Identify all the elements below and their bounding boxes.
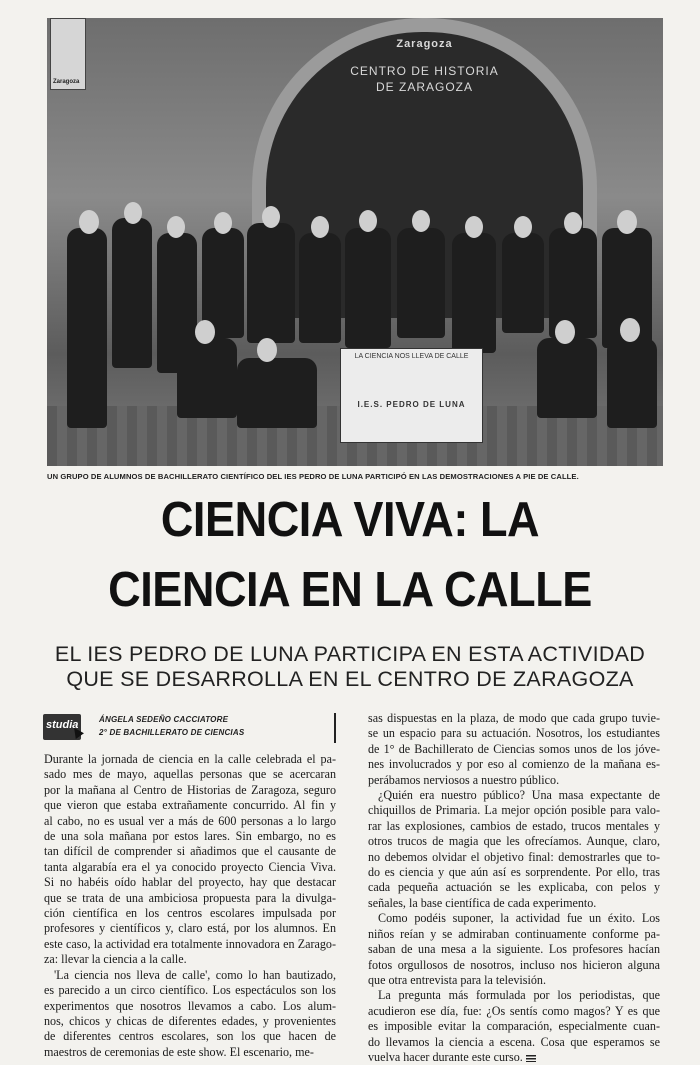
text-line: al cabo, no es usual ver a más de 600 personas a lo largo	[44, 813, 336, 828]
text-line: La pregunta más formulada por los periodistas, que	[378, 988, 660, 1003]
paragraph	[368, 988, 660, 1065]
text-line: de 1° de Bachillerato de Ciencias somos unos de los jóve-	[368, 741, 660, 756]
text-line: de diferentes centros escolares, son los que hacen de	[44, 1029, 336, 1044]
text-line: señales, la base científica de cada experimento.	[368, 895, 597, 910]
arch-brand: Zaragoza	[396, 38, 453, 50]
photo-caption: UN GRUPO DE ALUMNOS DE BACHILLERATO CIENTÍFICO DEL IES PEDRO DE LUNA PARTICIPÓ EN LAS DEMOSTRACIONES A PIE DE CALLE.	[47, 472, 579, 481]
section-badge: studia	[43, 714, 81, 740]
paragraph	[44, 752, 336, 968]
text-line: es parecido a un circo científico. Los espectáculos son los	[44, 983, 336, 998]
text-line: chiquillos de Primaria. La mejor opción posible para valo-	[368, 803, 660, 818]
text-line: tan difícil de comprender si añadimos que el causante de	[44, 844, 336, 859]
text-line: vuelva hacer durante este curso.	[368, 1050, 660, 1065]
banner-sign	[340, 348, 483, 443]
article-column-left	[44, 752, 336, 1060]
paragraph	[44, 968, 336, 1060]
author-role: 2° DE BACHILLERATO DE CIENCIAS	[99, 728, 245, 737]
banner-line-1: LA CIENCIA NOS LLEVA DE CALLE	[354, 353, 469, 360]
subhead-line-2: QUE SE DESARROLLA EN EL CENTRO DE ZARAGOZA	[66, 667, 634, 691]
paragraph	[368, 911, 660, 988]
byline-divider	[334, 713, 336, 743]
text-line: ¿Quién era nuestro público? Una masa expectante de	[378, 788, 660, 803]
subhead-line-1: EL IES PEDRO DE LUNA PARTICIPA EN ESTA ACTIVIDAD	[54, 642, 646, 666]
wall-sign-label: Zaragoza	[53, 79, 80, 85]
article-photo	[47, 18, 663, 466]
text-line: Como podéis suponer, la actividad fue un éxito. Los	[378, 911, 660, 926]
banner-line-2: I.E.S. PEDRO DE LUNA	[357, 400, 466, 409]
text-line: Durante la jornada de ciencia en la calle celebrada el pa-	[44, 752, 336, 766]
text-line: que se trata de una ambiciosa propuesta para la divulga-	[44, 890, 336, 905]
text-line: otros trucos de magia que les ofrecíamos. Aunque, claro,	[368, 834, 660, 849]
author-name: ÁNGELA SEDEÑO CACCIATORE	[99, 715, 229, 724]
text-line: maestros de ceremonias de este show. El escenario, me-	[44, 1044, 314, 1059]
text-line: no debemos olvidar el objetivo final: demostrarles que to-	[368, 849, 660, 864]
arch-sign-line-1: CENTRO DE HISTORIA	[350, 64, 499, 78]
text-line: rar las explosiones, cambios de estado, trucos mentales y	[368, 818, 660, 833]
text-line: za: llevar la ciencia a la calle.	[44, 952, 187, 967]
headline-line-2: CIENCIA EN LA CALLE	[108, 563, 592, 617]
wall-sign	[50, 18, 86, 90]
text-line: sado mes de mayo, aquellas personas que se acercaran	[44, 767, 336, 782]
text-line: do llevamos la ciencia a escena. Cosa que esperamos se	[368, 1034, 660, 1049]
text-line: profesores y científicos y, claro está, por los alumnos. En	[44, 921, 336, 936]
text-line: acudieron ese día, fue: ¿Os sentís como magos? Y es que	[368, 1003, 660, 1018]
text-line: que vieron que estaba extrañamente concurrido. Al fin y	[44, 798, 336, 813]
text-line: ción científica en los centros escolares impulsada por	[44, 906, 336, 921]
text-line: que otra entrevista para la televisión.	[368, 972, 546, 987]
text-line: por la mañana al Centro de Historias de Zaragoza, seguro	[44, 782, 336, 797]
text-line: tanta algarabía era el ya conocido proyecto Ciencia Viva.	[44, 859, 336, 874]
article-column-right	[368, 711, 660, 1065]
text-line: Si no habéis oído hablar del proyecto, hay que destacar	[44, 875, 336, 890]
text-line: do es ciencia y que aún así es sorprendente. Por ello, tras	[368, 865, 660, 880]
text-line: cada pequeña actuación se les explicaba, con pelos y	[368, 880, 660, 895]
text-line: fotos orgullosos de nosotros, incluso nos hicieron alguna	[368, 957, 660, 972]
text-line: perábamos nerviosos a nuestro público.	[368, 772, 560, 787]
arch-sign-line-2: DE ZARAGOZA	[375, 80, 473, 94]
text-line: nos, chicos y chicas de diferentes edades, y provenientes	[44, 1013, 336, 1028]
text-line: de una sola mañana por estos lares. Sin embargo, no es	[44, 829, 336, 844]
text-line: saban de una mesa a la siguiente. Los profesores hacían	[368, 942, 660, 957]
text-line: niños reían y se admiraban continuamente conforme pa-	[368, 926, 660, 941]
text-line: se un espacio para su actuación. Nosotros, los estudiantes	[368, 726, 660, 741]
text-line: 'La ciencia nos lleva de calle', como lo han bautizado,	[54, 967, 336, 982]
text-line: sas dispuestas en la plaza, de modo que cada grupo tuvie-	[368, 711, 660, 725]
text-line: es imposible evitar la comparación, especialmente cuan-	[368, 1019, 660, 1034]
text-line: nes involucrados y por eso al comienzo de la mañana es-	[368, 757, 660, 772]
end-of-article-icon	[526, 1055, 536, 1062]
paragraph	[368, 788, 660, 911]
headline-line-1: CIENCIA VIVA: LA	[160, 493, 540, 547]
paragraph	[368, 711, 660, 788]
text-line: experimentos que nosotros llevamos a cabo. Los alum-	[44, 998, 336, 1013]
text-line: este caso, la actividad era totalmente innovadora en Zarago-	[44, 936, 336, 951]
